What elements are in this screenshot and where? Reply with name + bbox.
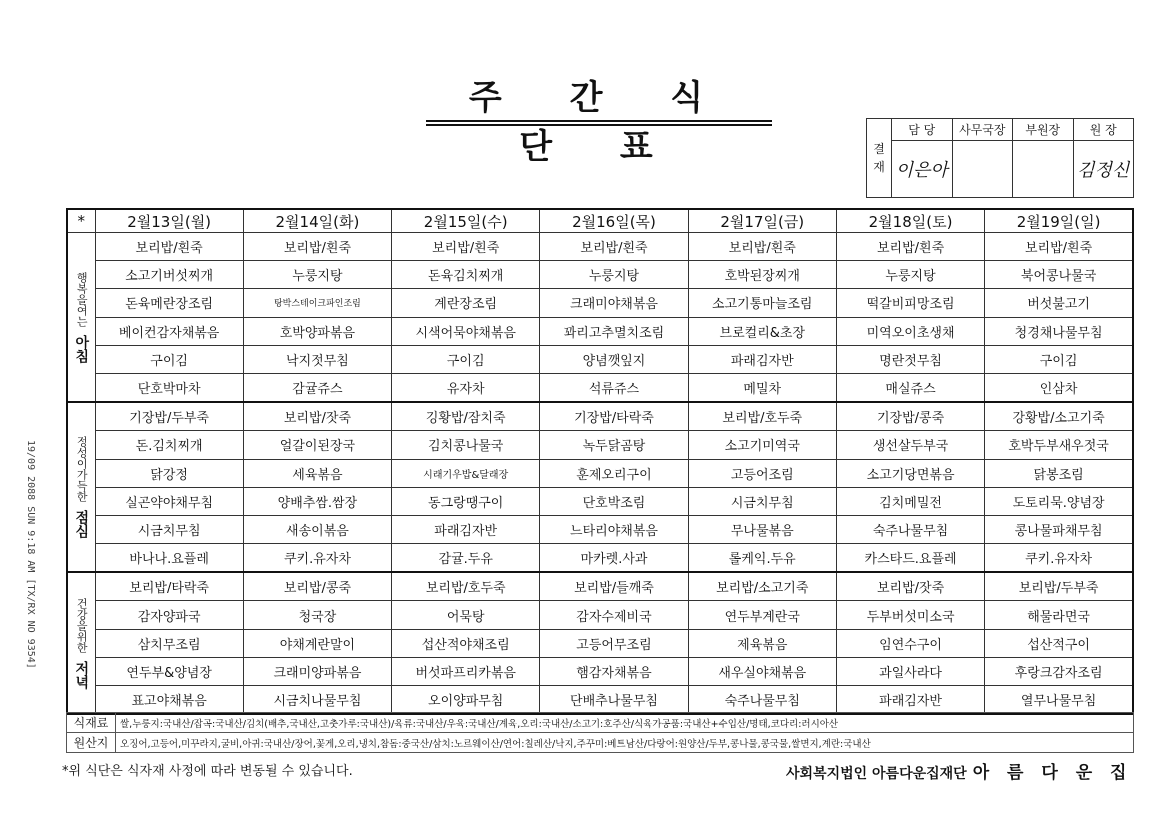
menu-row — [67, 233, 1133, 261]
menu-item: 메밀차 — [688, 373, 836, 402]
menu-item: 단호박조림 — [540, 487, 688, 515]
menu-item: 어묵탕 — [392, 601, 540, 629]
menu-row — [67, 431, 1133, 459]
fax-header: 19/09 2088 SUN 9:18 AM [TX/RX NO 9354] — [25, 440, 36, 669]
menu-item: 햄감자채볶음 — [540, 657, 688, 685]
menu-item: 얼갈이된장국 — [243, 431, 391, 459]
origin-table — [66, 712, 1134, 753]
menu-row — [67, 515, 1133, 543]
menu-item: 카스타드.요플레 — [836, 544, 984, 573]
menu-item: 보리밥/잣죽 — [836, 572, 984, 601]
menu-row — [67, 261, 1133, 289]
menu-item: 돈.김치찌개 — [95, 431, 243, 459]
menu-item: 단호박마차 — [95, 373, 243, 402]
menu-item: 누룽지탕 — [836, 261, 984, 289]
menu-item: 보리밥/잣죽 — [243, 402, 391, 431]
menu-item: 양배추쌈.쌈장 — [243, 487, 391, 515]
signature-manager: 이은아 — [892, 141, 953, 198]
meal-label-sub: 정성이가득한 — [75, 436, 89, 503]
approval-role: 부원장 — [1013, 119, 1074, 141]
menu-item: 보리밥/흰죽 — [243, 233, 391, 261]
menu-item: 명란젓무침 — [836, 345, 984, 373]
organization-title: 아 름 다 운 집 — [972, 763, 1133, 783]
menu-item: 훈제오리구이 — [540, 459, 688, 487]
menu-item: 떡갈비피망조림 — [836, 289, 984, 317]
menu-item: 감자수제비국 — [540, 601, 688, 629]
signature-secretary — [952, 141, 1013, 198]
menu-item: 소고기통마늘조림 — [688, 289, 836, 317]
menu-item: 시금치무침 — [95, 515, 243, 543]
menu-row — [67, 544, 1133, 573]
meal-label-main: 점심 — [73, 510, 90, 539]
title-underline — [426, 120, 772, 122]
menu-item: 호박두부새우젓국 — [985, 431, 1133, 459]
menu-item: 크래미양파볶음 — [243, 657, 391, 685]
menu-row — [67, 686, 1133, 715]
day-header: 2월19일(일) — [985, 209, 1133, 233]
menu-item: 낙지젓무침 — [243, 345, 391, 373]
menu-item: 석류쥬스 — [540, 373, 688, 402]
menu-item: 누룽지탕 — [243, 261, 391, 289]
menu-item: 구이김 — [95, 345, 243, 373]
menu-item: 청경채나물무침 — [985, 317, 1133, 345]
menu-item: 보리밥/호두죽 — [392, 572, 540, 601]
menu-item: 기장밥/콩죽 — [836, 402, 984, 431]
menu-row — [67, 402, 1133, 431]
menu-item: 구이김 — [392, 345, 540, 373]
menu-item: 크래미야채볶음 — [540, 289, 688, 317]
day-header: 2월13일(월) — [95, 209, 243, 233]
signature-vice-director — [1013, 141, 1074, 198]
day-header: 2월15일(수) — [392, 209, 540, 233]
origin-line: 오징어,고등어,미꾸라지,굴비,아귀:국내산/장어,꽃게,오리,냉치,참돔:중국산/삼치:노르웨이산/연어:칠레산/낙지,주꾸미:베트남산/다랑어:원양산/두부,콩나물,콩국물,쌀면지,계란:국내산 — [116, 733, 1134, 753]
signature-director: 김정신 — [1073, 141, 1134, 198]
menu-item: 소고기버섯찌개 — [95, 261, 243, 289]
approval-side-label: 결 재 — [867, 119, 892, 198]
menu-item: 감귤쥬스 — [243, 373, 391, 402]
menu-item: 버섯파프리카볶음 — [392, 657, 540, 685]
approval-role: 담 당 — [892, 119, 953, 141]
menu-item: 베이컨감자채볶음 — [95, 317, 243, 345]
menu-item: 누룽지탕 — [540, 261, 688, 289]
menu-item: 연두부&양념장 — [95, 657, 243, 685]
menu-item: 호박양파볶음 — [243, 317, 391, 345]
menu-item: 강황밥/소고기죽 — [985, 402, 1133, 431]
menu-item: 보리밥/흰죽 — [836, 233, 984, 261]
menu-item: 보리밥/소고기죽 — [688, 572, 836, 601]
menu-item: 두부버섯미소국 — [836, 601, 984, 629]
menu-item: 계란장조림 — [392, 289, 540, 317]
meal-label — [67, 572, 95, 714]
meal-label — [67, 233, 95, 403]
menu-item: 고등어무조림 — [540, 629, 688, 657]
menu-item: 깅황밥/잠치죽 — [392, 402, 540, 431]
menu-row — [67, 459, 1133, 487]
menu-item: 구이김 — [985, 345, 1133, 373]
menu-item: 보리밥/흰죽 — [540, 233, 688, 261]
menu-item: 보리밥/흰죽 — [392, 233, 540, 261]
menu-item: 도토리묵.양념장 — [985, 487, 1133, 515]
origin-label: 식재료 — [67, 713, 116, 733]
menu-item: 고등어조림 — [688, 459, 836, 487]
organization-name — [786, 758, 1132, 783]
day-header: 2월14일(화) — [243, 209, 391, 233]
menu-item: 섭산적야채조림 — [392, 629, 540, 657]
menu-item: 양념깻잎지 — [540, 345, 688, 373]
menu-item: 생선살두부국 — [836, 431, 984, 459]
menu-item: 닭봉조림 — [985, 459, 1133, 487]
menu-item: 동그랑땡구이 — [392, 487, 540, 515]
menu-item: 단배추나물무침 — [540, 686, 688, 715]
menu-item: 시금치나물무침 — [243, 686, 391, 715]
menu-item: 삼치무조림 — [95, 629, 243, 657]
origin-label: 원산지 — [67, 733, 116, 753]
approval-role: 사무국장 — [952, 119, 1013, 141]
menu-item: 북어콩나물국 — [985, 261, 1133, 289]
menu-item: 보리밥/들깨죽 — [540, 572, 688, 601]
menu-item: 소고기미역국 — [688, 431, 836, 459]
menu-item: 유자차 — [392, 373, 540, 402]
menu-row — [67, 487, 1133, 515]
header-row — [67, 209, 1133, 233]
menu-item: 숙주나물무침 — [836, 515, 984, 543]
menu-item: 보리밥/콩죽 — [243, 572, 391, 601]
approval-role: 원 장 — [1073, 119, 1134, 141]
menu-item: 버섯불고기 — [985, 289, 1133, 317]
menu-item: 실곤약야채무침 — [95, 487, 243, 515]
menu-item: 돈육김치찌개 — [392, 261, 540, 289]
meal-label — [67, 402, 95, 572]
menu-item: 미역오이초생채 — [836, 317, 984, 345]
organization-prefix: 사회복지법인 아름다운집재단 — [786, 766, 967, 782]
menu-item: 보리밥/두부죽 — [985, 572, 1133, 601]
menu-item: 마카렛.사과 — [540, 544, 688, 573]
page-title: 주 간 식 단 표 — [468, 78, 732, 167]
menu-item: 쿠키.유자차 — [243, 544, 391, 573]
menu-item: 보리밥/호두죽 — [688, 402, 836, 431]
menu-item: 소고기당면볶음 — [836, 459, 984, 487]
menu-item: 시금치무침 — [688, 487, 836, 515]
meal-label-sub: 건강을위한 — [75, 597, 89, 653]
menu-item: 시색어묵야채볶음 — [392, 317, 540, 345]
menu-row — [67, 572, 1133, 601]
menu-item: 김치콩나물국 — [392, 431, 540, 459]
title-underline-2 — [426, 124, 772, 126]
menu-item: 파래김자반 — [836, 686, 984, 715]
origin-line: 쌀,누룽지:국내산/잡곡:국내산/김치(배추,국내산,고춧가루:국내산)/육류:국내산/우육:국내산/계육,오리:국내산/소고기:호주산/식육가공품:국내산+수입산/명태,코다리:러시아산 — [116, 713, 1134, 733]
menu-item: 롤케익.두유 — [688, 544, 836, 573]
menu-item: 숙주나물무침 — [688, 686, 836, 715]
menu-item: 후랑크감자조림 — [985, 657, 1133, 685]
menu-item: 파래김자반 — [688, 345, 836, 373]
menu-item: 해물라면국 — [985, 601, 1133, 629]
meal-label-main: 저녁 — [73, 660, 90, 689]
menu-item: 김치메밀전 — [836, 487, 984, 515]
menu-item: 보리밥/흰죽 — [985, 233, 1133, 261]
menu-item: 제육볶음 — [688, 629, 836, 657]
menu-item: 브로컬리&초장 — [688, 317, 836, 345]
menu-item: 돈육메란장조림 — [95, 289, 243, 317]
day-header: 2월18일(토) — [836, 209, 984, 233]
menu-row — [67, 601, 1133, 629]
menu-item: 감자양파국 — [95, 601, 243, 629]
menu-item: 섭산적구이 — [985, 629, 1133, 657]
meal-label-main: 아침 — [73, 334, 90, 363]
menu-row — [67, 657, 1133, 685]
menu-row — [67, 345, 1133, 373]
menu-item: 연두부계란국 — [688, 601, 836, 629]
menu-row — [67, 629, 1133, 657]
corner-cell: * — [67, 209, 95, 233]
menu-item: 콩나물파채무침 — [985, 515, 1133, 543]
menu-item: 열무나물무침 — [985, 686, 1133, 715]
menu-item: 시래기우밥&달래장 — [392, 459, 540, 487]
menu-item: 쿠키.유자차 — [985, 544, 1133, 573]
change-notice: *위 식단은 식자재 사정에 따라 변동될 수 있습니다. — [62, 764, 353, 779]
menu-item: 호박된장찌개 — [688, 261, 836, 289]
menu-item: 꽈리고추멸치조림 — [540, 317, 688, 345]
menu-item: 느타리야채볶음 — [540, 515, 688, 543]
menu-item: 새송이볶음 — [243, 515, 391, 543]
day-header: 2월17일(금) — [688, 209, 836, 233]
menu-item: 보리밥/흰죽 — [688, 233, 836, 261]
menu-item: 녹두닭곰탕 — [540, 431, 688, 459]
menu-item: 기장밥/두부죽 — [95, 402, 243, 431]
menu-item: 닭강정 — [95, 459, 243, 487]
menu-item: 임연수구이 — [836, 629, 984, 657]
menu-item: 탕박스테이크파인조림 — [243, 289, 391, 317]
menu-item: 야채계란말이 — [243, 629, 391, 657]
menu-item: 파래김자반 — [392, 515, 540, 543]
weekly-menu-table — [66, 208, 1134, 715]
menu-item: 표고야채볶음 — [95, 686, 243, 715]
menu-item: 무나물볶음 — [688, 515, 836, 543]
menu-item: 바나나.요플레 — [95, 544, 243, 573]
menu-row — [67, 373, 1133, 402]
menu-item: 감귤.두유 — [392, 544, 540, 573]
meal-label-sub: 행복을여는 — [75, 271, 89, 327]
menu-item: 오이양파무침 — [392, 686, 540, 715]
menu-item: 청국장 — [243, 601, 391, 629]
menu-item: 새우실야채볶음 — [688, 657, 836, 685]
menu-item: 과일사라다 — [836, 657, 984, 685]
menu-row — [67, 317, 1133, 345]
menu-item: 인삼차 — [985, 373, 1133, 402]
menu-item: 세육볶음 — [243, 459, 391, 487]
menu-item: 보리밥/흰죽 — [95, 233, 243, 261]
menu-item: 기장밥/타락죽 — [540, 402, 688, 431]
menu-item: 보리밥/타락죽 — [95, 572, 243, 601]
approval-box — [866, 118, 1134, 198]
day-header: 2월16일(목) — [540, 209, 688, 233]
menu-row — [67, 289, 1133, 317]
menu-item: 매실쥬스 — [836, 373, 984, 402]
